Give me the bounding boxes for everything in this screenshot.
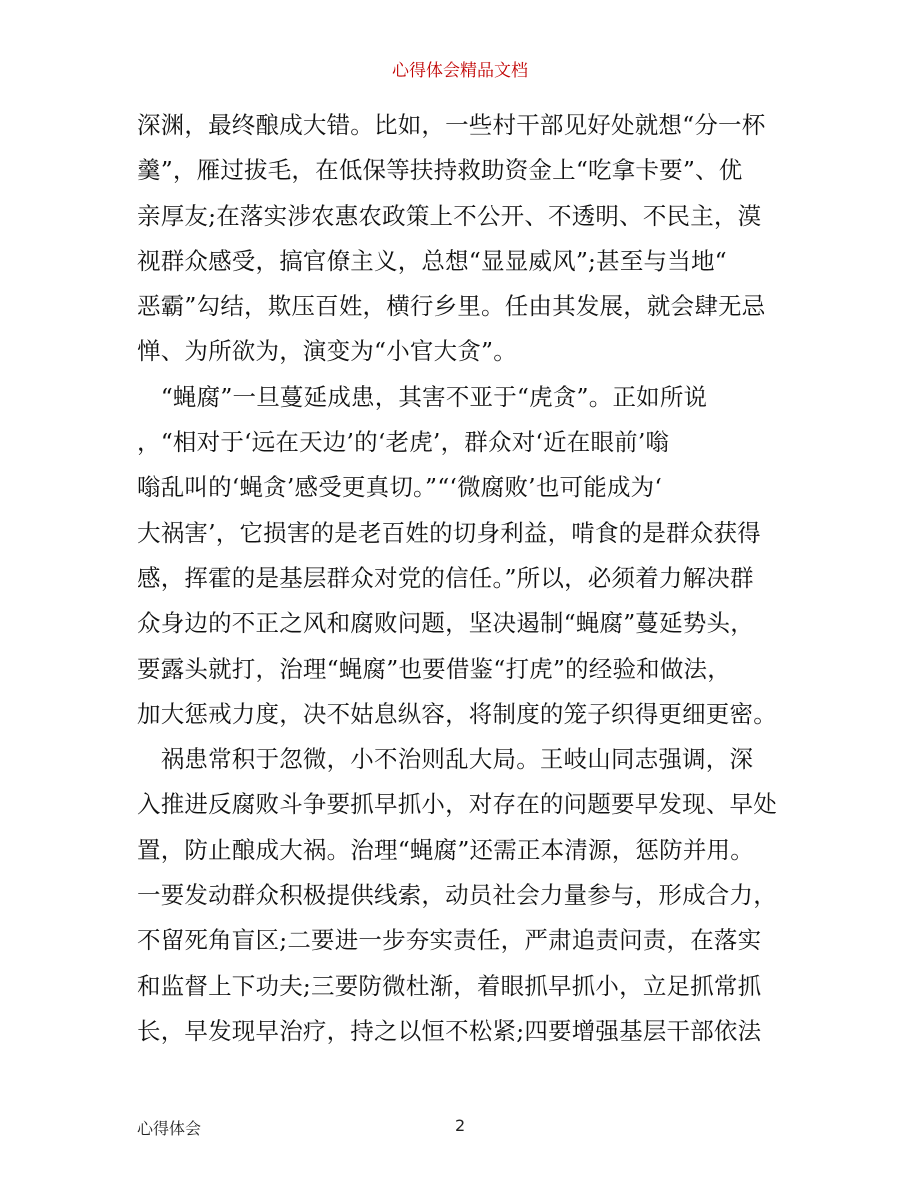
text-line: 大祸害’，它损害的是老百姓的切身利益，啃食的是群众获得	[137, 518, 761, 547]
document-header: 心得体会精品文档	[392, 61, 528, 81]
text-line: 深渊，最终酿成大错。比如，一些村干部见好处就想“分一杯	[137, 111, 766, 139]
page-number: 2	[455, 1116, 466, 1135]
document-body	[137, 103, 787, 1054]
text-line: 众身边的不正之风和腐败问题，坚决遏制“蝇腐”蔓延势头，	[137, 609, 754, 638]
text-line: 入推进反腐败斗争要抓早抓小，对存在的问题要早发现、早处	[137, 790, 777, 819]
text-line: 加大惩戒力度，决不姑息纵容，将制度的笼子织得更细更密。	[137, 699, 777, 728]
text-line: 长，早发现早治疗，持之以恒不松紧;四要增强基层干部依法	[137, 1016, 762, 1045]
text-line: 置，防止酿成大祸。治理“蝇腐”还需正本清源，惩防并用。	[137, 835, 754, 864]
text-line: 感，挥霍的是基层群众对党的信任。”所以，必须着力解决群	[137, 563, 754, 592]
text-line: 亲厚友;在落实涉农惠农政策上不公开、不透明、不民主，漠	[137, 201, 762, 230]
text-line: 和监督上下功夫;三要防微杜渐，着眼抓早抓小，立足抓常抓	[137, 971, 762, 1000]
text-line: “蝇腐”一旦蔓延成患，其害不亚于“虎贪”。正如所说	[137, 382, 708, 411]
text-line: 恶霸”勾结，欺压百姓，横行乡里。任由其发展，就会肆无忌	[137, 292, 766, 321]
text-line: 惮、为所欲为，演变为“小官大贪”。	[137, 337, 517, 366]
text-line: 一要发动群众积极提供线索，动员社会力量参与，形成合力，	[137, 881, 777, 910]
text-line: ，“相对于‘远在天边’的‘老虎’，群众对‘近在眼前’嗡	[137, 428, 670, 457]
text-line: 祸患常积于忽微，小不治则乱大局。王岐山同志强调，深	[137, 745, 754, 774]
footer-label: 心得体会	[137, 1119, 202, 1138]
text-line: 羹”，雁过拔毛，在低保等扶持救助资金上“吃拿卡要”、优	[137, 156, 743, 185]
text-line: 视群众感受，搞官僚主义，总想“显显威风”;甚至与当地“	[137, 246, 727, 275]
text-line: 不留死角盲区;二要进一步夯实责任，严肃追责问责，在落实	[137, 926, 762, 955]
text-line: 要露头就打，治理“蝇腐”也要借鉴“打虎”的经验和做法，	[137, 654, 731, 683]
text-line: 嗡乱叫的‘蝇贪’感受更真切。”“‘微腐败’也可能成为‘	[137, 473, 663, 502]
